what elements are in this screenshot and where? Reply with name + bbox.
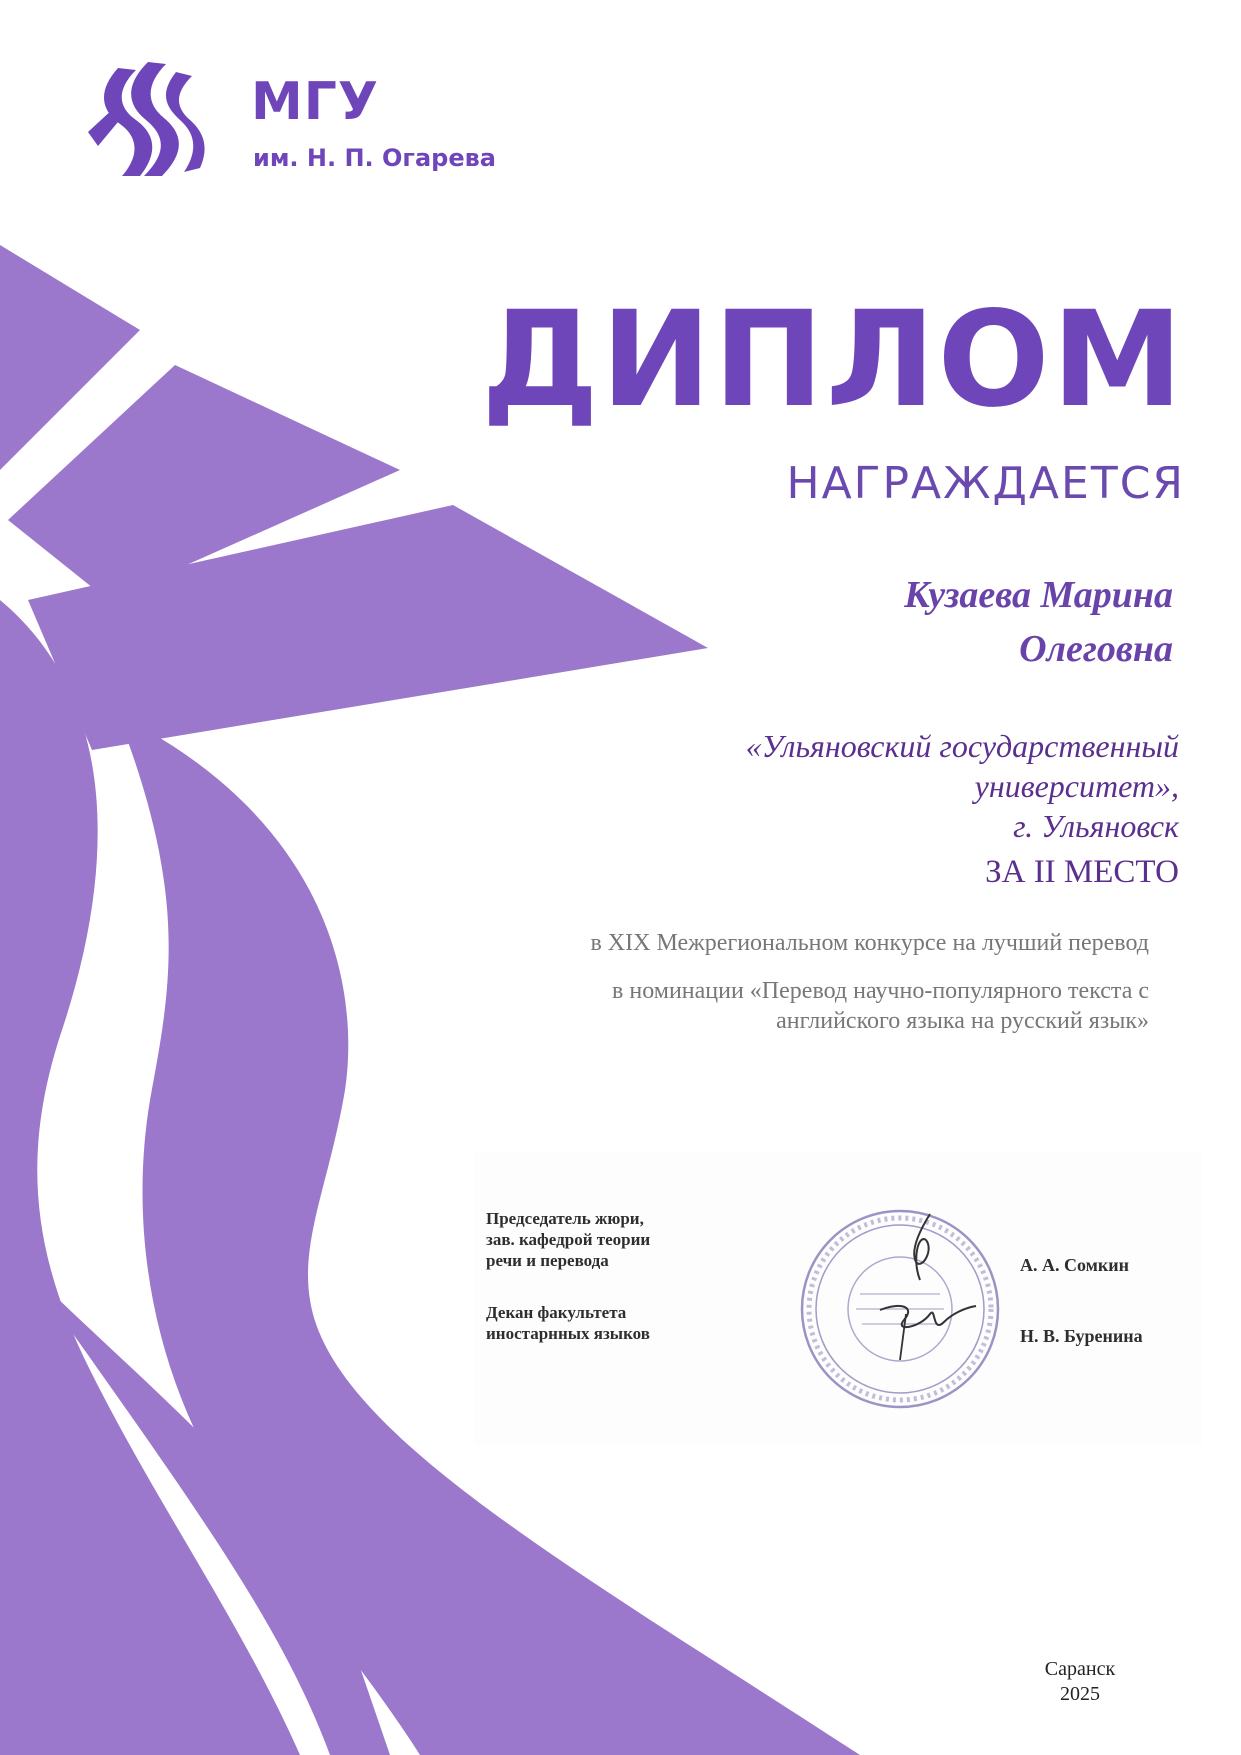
footer-place-date <box>1040 1657 1120 1707</box>
recipient-name-line1: Кузаева Марина <box>904 574 1173 616</box>
dean-title-line1: Декан факультета <box>486 1303 627 1322</box>
signatory-name-2: Н. В. Буренина <box>1020 1326 1143 1346</box>
nomination <box>612 976 1149 1036</box>
dean-title-line2: иностарнных языков <box>486 1324 650 1343</box>
signatory-name-1: А. А. Сомкин <box>1020 1255 1130 1275</box>
awarded-heading: НАГРАЖДАЕТСЯ <box>786 458 1185 509</box>
logo-subtitle: им. Н. П. Огарева <box>253 144 496 172</box>
chair-title <box>486 1208 650 1271</box>
chair-title-line3: речи и перевода <box>486 1251 609 1270</box>
university-emblem-icon <box>88 62 208 176</box>
nomination-line2: английского языка на русский язык» <box>776 1008 1149 1034</box>
handwritten-signature <box>860 1210 980 1370</box>
recipient-name <box>904 568 1173 676</box>
institution-line1: «Ульяновский государственный <box>745 728 1179 764</box>
chair-title-line1: Председатель жюри, <box>486 1209 644 1228</box>
footer-city: Саранск <box>1044 1658 1116 1680</box>
dean-title <box>486 1302 650 1344</box>
award-place: ЗА II МЕСТО <box>985 854 1179 890</box>
footer-year: 2025 <box>1060 1683 1100 1705</box>
contest-description: в XIX Межрегиональном конкурсе на лучший перевод <box>590 930 1149 956</box>
institution-line3: г. Ульяновск <box>1013 808 1179 844</box>
diploma-title: ДИПЛОМ <box>481 283 1185 437</box>
nomination-line1: в номинации «Перевод научно-популярного текста с <box>612 978 1149 1004</box>
university-logo <box>88 62 528 182</box>
chair-title-line2: зав. кафедрой теории <box>486 1230 651 1249</box>
institution-line2: университет», <box>974 768 1179 804</box>
institution <box>746 726 1179 846</box>
recipient-name-line2: Олеговна <box>1019 628 1173 670</box>
logo-title: МГУ <box>251 72 379 132</box>
